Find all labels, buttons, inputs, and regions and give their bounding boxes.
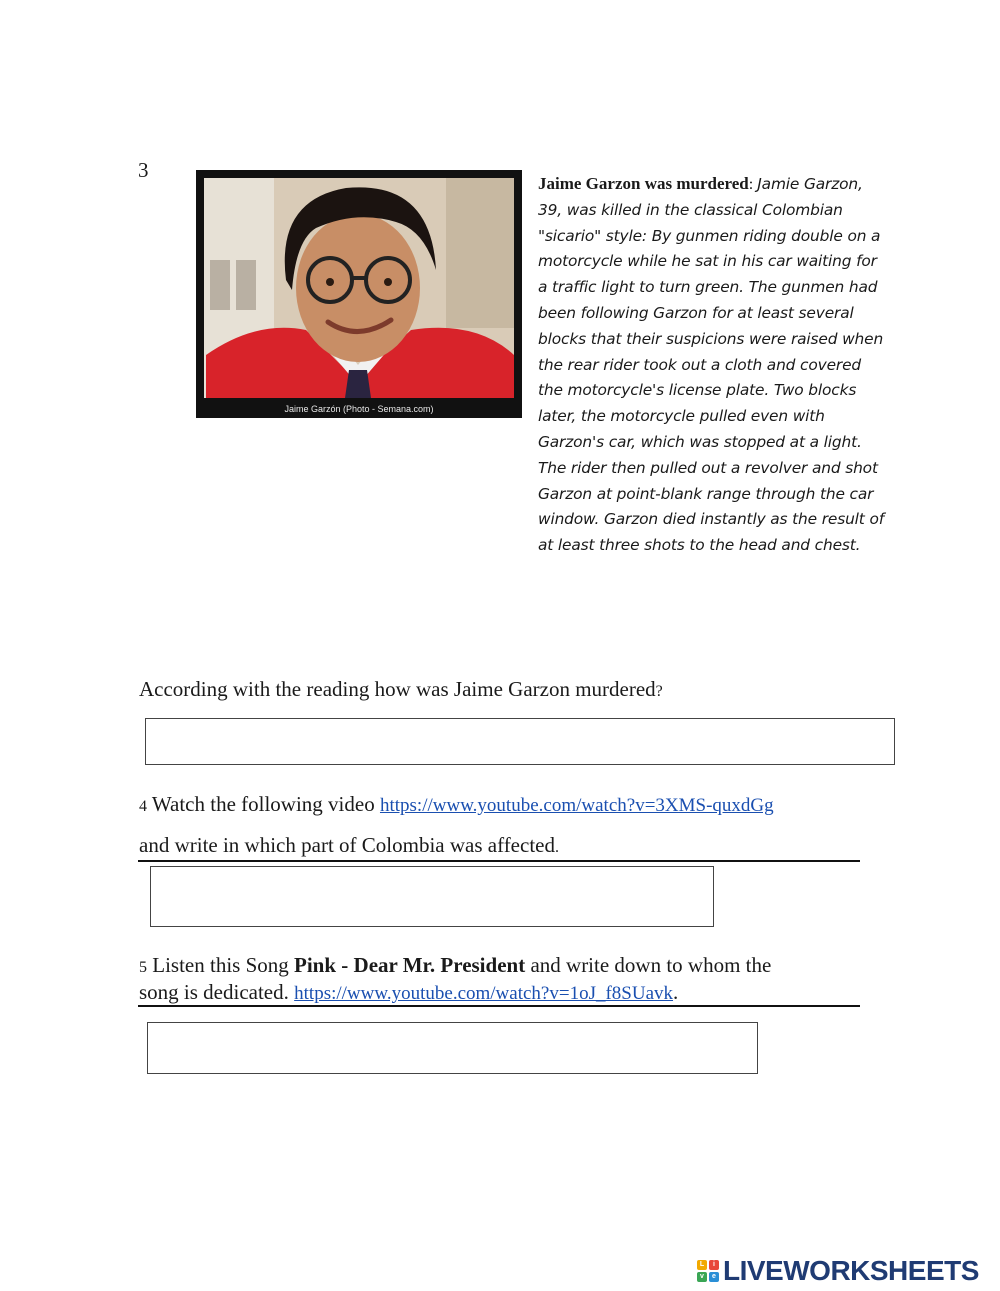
logo-mark	[697, 1260, 719, 1282]
divider-line	[138, 1005, 860, 1007]
question-3-prompt	[139, 677, 663, 702]
article-headline: Jaime Garzon was murdered	[538, 174, 749, 193]
question-5-line-1	[139, 953, 771, 978]
photo-caption: Jaime Garzón (Photo - Semana.com)	[284, 404, 434, 414]
question-mark: ?	[655, 683, 663, 700]
question-4-answer-input[interactable]	[150, 866, 714, 927]
logo-tile: L	[697, 1260, 707, 1270]
question-5-number: 5	[139, 959, 147, 976]
question-4-number: 4	[139, 798, 147, 815]
question-4-text: and write in which part of Colombia was affected	[139, 833, 555, 857]
liveworksheets-logo	[697, 1254, 979, 1288]
question-5-answer-input[interactable]	[147, 1022, 758, 1074]
logo-tile: v	[697, 1272, 707, 1282]
question-5-line-2	[139, 980, 678, 1005]
question-4-video-link[interactable]: https://www.youtube.com/watch?v=3XMS-quxdGg	[379, 795, 774, 816]
question-3-number: 3	[138, 158, 149, 182]
garzon-photo	[196, 170, 522, 418]
logo-text: LIVEWORKSHEETS	[723, 1255, 979, 1286]
question-4-prompt: Watch the following video	[151, 792, 375, 816]
question-4-period: .	[554, 839, 559, 856]
headline-separator: :	[748, 175, 758, 193]
article-body: Jamie Garzon, 39, was killed in the classical Colombian "sicario" style: By gunmen riding double on a motorcycle while he sat in his car waiting for a traffic light to turn green. The gunmen had been following Garzon for at least several blocks that their suspicions were raised when the rear rider took out a cloth and covered the motorcycle's license plate. Two blocks later, the motorcycle pulled even with Garzon's car, which was stopped at a light. The rider then pulled out a revolver and shot Garzon at point-blank range through the car window. Garzon died instantly as the result of at least three shots to the head and chest.	[538, 175, 884, 555]
logo-tile: i	[709, 1260, 719, 1270]
question-5-prompt-c: song is dedicated.	[139, 980, 289, 1004]
article-text	[538, 171, 888, 559]
question-5-prompt-b: and write down to whom the	[530, 953, 772, 977]
question-5-prompt-a: Listen this Song	[152, 953, 289, 977]
question-5-period: .	[673, 980, 679, 1004]
question-3-text: According with the reading how was Jaime Garzon murdered	[139, 677, 656, 701]
question-3-answer-input[interactable]	[145, 718, 895, 765]
question-5-song-link[interactable]: https://www.youtube.com/watch?v=1oJ_f8SUavk	[294, 983, 674, 1004]
logo-tile: e	[709, 1272, 719, 1282]
question-5-song-title: Pink - Dear Mr. President	[294, 953, 526, 977]
question-4-line-2	[139, 833, 559, 858]
portrait-illustration	[196, 170, 522, 418]
question-4-line-1	[139, 792, 774, 817]
divider-line	[138, 860, 860, 862]
